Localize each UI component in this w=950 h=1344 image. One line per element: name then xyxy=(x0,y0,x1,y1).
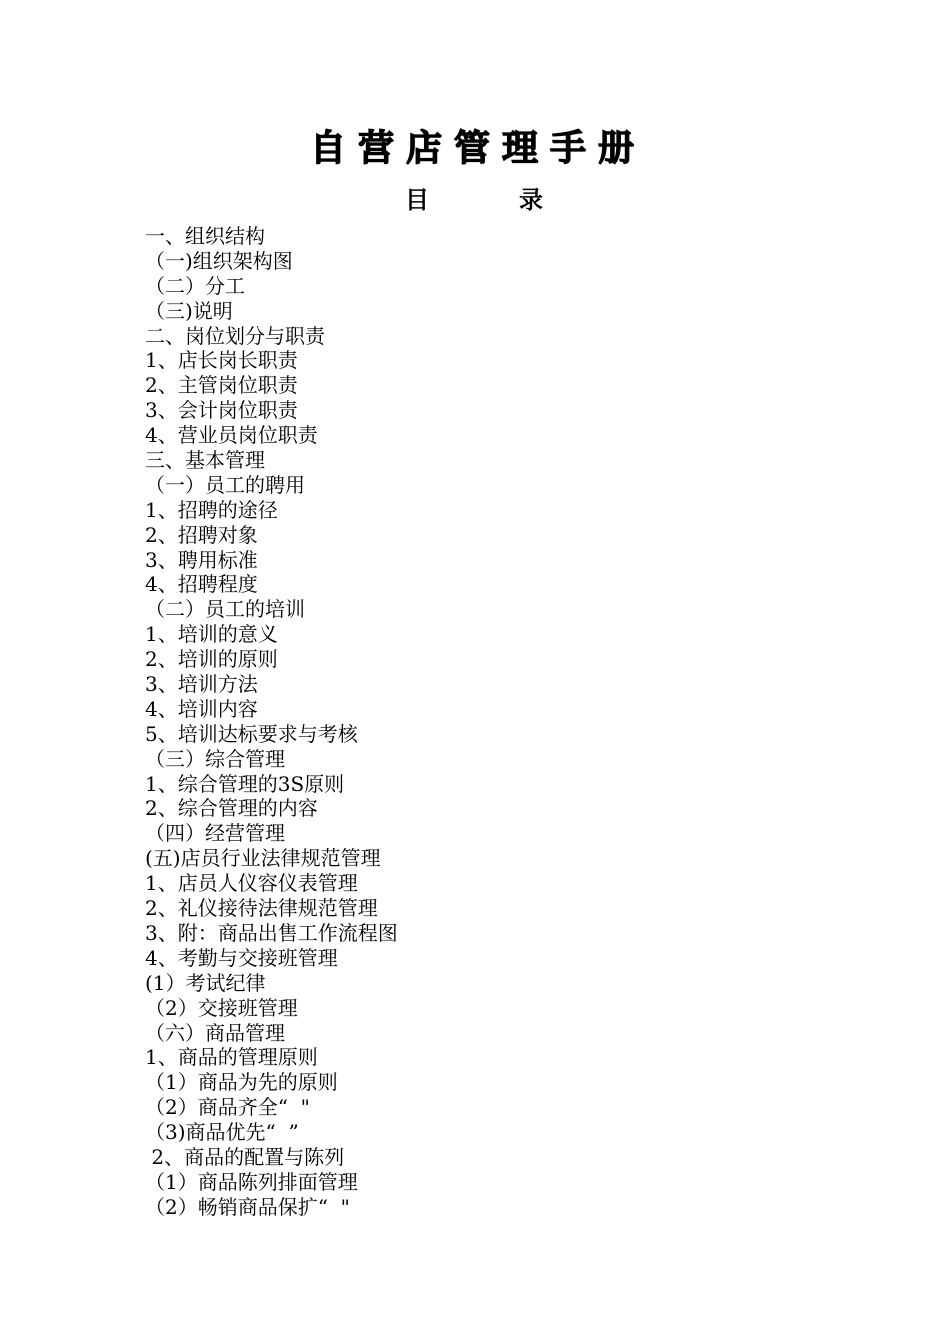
toc-entry: 2、综合管理的内容 xyxy=(145,796,318,821)
toc-entry: （2）商品齐全“ " xyxy=(145,1095,310,1120)
toc-entry: 2、礼仪接待法律规范管理 xyxy=(145,896,378,921)
toc-entry: 2、商品的配置与陈列 xyxy=(145,1144,345,1169)
toc-entry: 3、聘用标准 xyxy=(145,547,258,572)
toc-heading-char-1: 目 xyxy=(405,186,429,214)
toc-entry: 1、培训的意义 xyxy=(145,622,278,647)
toc-entry: （1）商品为先的原则 xyxy=(145,1070,338,1095)
toc-entry: 一、组织结构 xyxy=(145,224,265,248)
toc-heading xyxy=(405,183,565,217)
table-of-contents xyxy=(145,224,845,1220)
toc-entry: （六）商品管理 xyxy=(145,1020,285,1045)
toc-entry: 4、招聘程度 xyxy=(145,572,258,597)
toc-entry: （2）畅销商品保扩“ " xyxy=(145,1194,350,1219)
toc-entry: （3)商品优先“ ” xyxy=(145,1120,299,1145)
toc-entry: （三）综合管理 xyxy=(145,746,285,771)
toc-entry: 1、商品的管理原则 xyxy=(145,1045,318,1070)
toc-entry: 4、营业员岗位职责 xyxy=(145,423,318,448)
toc-entry: （二）分工 xyxy=(145,273,245,298)
toc-entry: 1、综合管理的3S原则 xyxy=(145,771,345,796)
toc-entry: 3、会计岗位职责 xyxy=(145,398,298,423)
toc-entry: 3、培训方法 xyxy=(145,672,258,697)
toc-entry: 2、主管岗位职责 xyxy=(145,373,298,398)
toc-entry: 1、招聘的途径 xyxy=(145,497,278,522)
toc-entry: 4、考勤与交接班管理 xyxy=(145,945,338,970)
toc-entry: 4、培训内容 xyxy=(145,696,258,721)
toc-entry: (1）考试纪律 xyxy=(145,970,266,995)
toc-entry: （二）员工的培训 xyxy=(145,597,305,622)
toc-entry: 三、基本管理 xyxy=(145,448,265,473)
toc-entry: 1、店长岗长职责 xyxy=(145,348,298,373)
toc-entry: 3、附：商品出售工作流程图 xyxy=(145,920,398,945)
toc-entry: （一)组织架构图 xyxy=(145,248,293,273)
toc-entry: （2）交接班管理 xyxy=(145,995,298,1020)
toc-entry: 2、培训的原则 xyxy=(145,647,278,672)
toc-entry: （四）经营管理 xyxy=(145,821,285,846)
toc-entry: 二、岗位划分与职责 xyxy=(145,323,325,348)
toc-entry: 5、培训达标要求与考核 xyxy=(145,721,358,746)
toc-entry: 2、招聘对象 xyxy=(145,522,258,547)
toc-entry: 1、店员人仪容仪表管理 xyxy=(145,871,358,896)
toc-entry: （1）商品陈列排面管理 xyxy=(145,1169,358,1194)
toc-entry: (五)店员行业法律规范管理 xyxy=(145,846,381,871)
document-title: 自营店管理手册 xyxy=(309,128,646,169)
toc-heading-char-2: 录 xyxy=(519,186,543,214)
toc-entry: （三)说明 xyxy=(145,298,233,323)
toc-entry: （一）员工的聘用 xyxy=(145,472,305,497)
